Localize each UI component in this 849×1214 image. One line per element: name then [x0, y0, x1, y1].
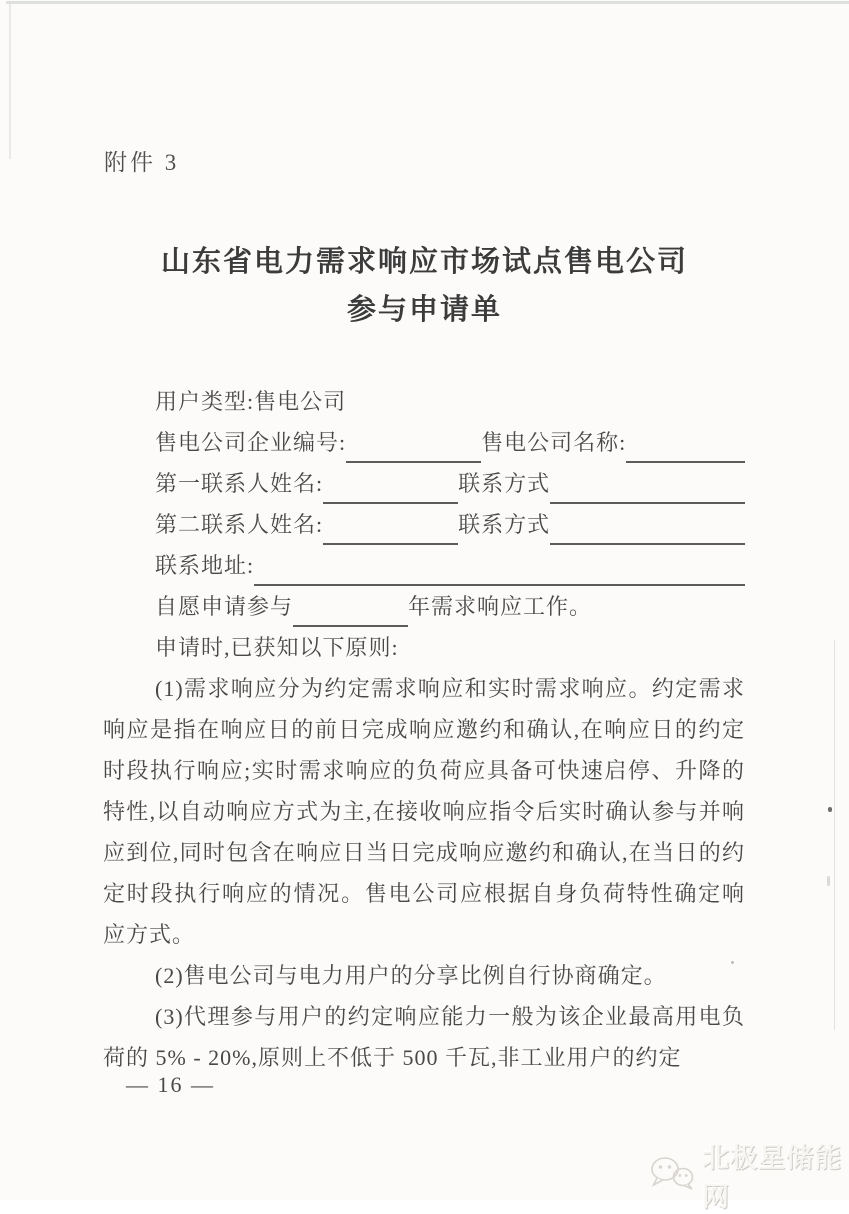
apply-prefix-label: 自愿申请参与: [155, 594, 294, 619]
contact1-method-label: 联系方式: [458, 471, 551, 496]
form-row-company: [103, 422, 745, 463]
watermark-text: 北极星储能网: [702, 1143, 842, 1212]
document-title: [0, 238, 849, 334]
company-name-label: 售电公司名称:: [481, 430, 627, 455]
scan-artifact-speck: [827, 876, 830, 886]
scan-artifact-top-edge: [6, 1, 849, 4]
contact1-method-blank-field: [550, 472, 745, 504]
form-row-notice: [103, 627, 745, 668]
attachment-label: 附件 3: [104, 150, 180, 175]
form-row-apply-year: [103, 586, 745, 627]
form-row-user-type: [103, 381, 745, 422]
company-id-blank-field: [346, 431, 481, 463]
form-row-address: [103, 545, 745, 586]
page-number: — 16 —: [126, 1072, 215, 1097]
scan-artifact-right-line: [834, 640, 835, 1030]
contact2-name-label: 第二联系人姓名:: [155, 512, 324, 537]
watermark: [648, 1136, 849, 1214]
principle-paragraph-2: (2)售电公司与电力用户的分享比例自行协商确定。: [155, 963, 667, 988]
contact1-name-blank-field: [323, 472, 458, 504]
form-row-contact1: [103, 463, 745, 504]
document-title-line1: 山东省电力需求响应市场试点售电公司: [160, 246, 688, 278]
contact2-method-blank-field: [550, 513, 745, 545]
apply-suffix-label: 年需求响应工作。: [408, 594, 593, 619]
year-blank-field: [293, 595, 408, 627]
form-row-contact2: [103, 504, 745, 545]
company-name-blank-field: [626, 431, 745, 463]
contact2-method-label: 联系方式: [458, 512, 551, 537]
contact1-name-label: 第一联系人姓名:: [155, 471, 324, 496]
document-body: [103, 381, 745, 1078]
contact2-name-blank-field: [323, 513, 458, 545]
company-id-label: 售电公司企业编号:: [155, 430, 347, 455]
scan-artifact-speck: [828, 807, 832, 812]
principle-paragraph-1: (1)需求响应分为约定需求响应和实时需求响应。约定需求响应是指在响应日的前日完成响应邀约和确认,在响应日的约定时段执行响应;实时需求响应的负荷应具备可快速启停、升降的特性,以自动响应方式为主,在接收响应指令后实时确认参与并响应到位,同时包含在响应日当日完成响应邀约和确认,在当日的约定时段执行响应的情况。售电公司应根据自身负荷特性确定响应方式。: [103, 676, 745, 947]
document-title-line2: 参与申请单: [346, 294, 502, 326]
scan-artifact-left-edge: [9, 4, 11, 159]
notice-label: 申请时,已获知以下原则:: [155, 635, 399, 660]
address-label: 联系地址:: [155, 553, 255, 578]
wechat-icon: [648, 1154, 696, 1197]
user-type-label: 用户类型:售电公司: [155, 389, 347, 414]
address-blank-field: [254, 554, 745, 586]
principle-paragraph-3: (3)代理参与用户的约定响应能力一般为该企业最高用电负荷的 5% - 20%,原则上不低于 500 千瓦,非工业用户的约定: [103, 1004, 745, 1070]
